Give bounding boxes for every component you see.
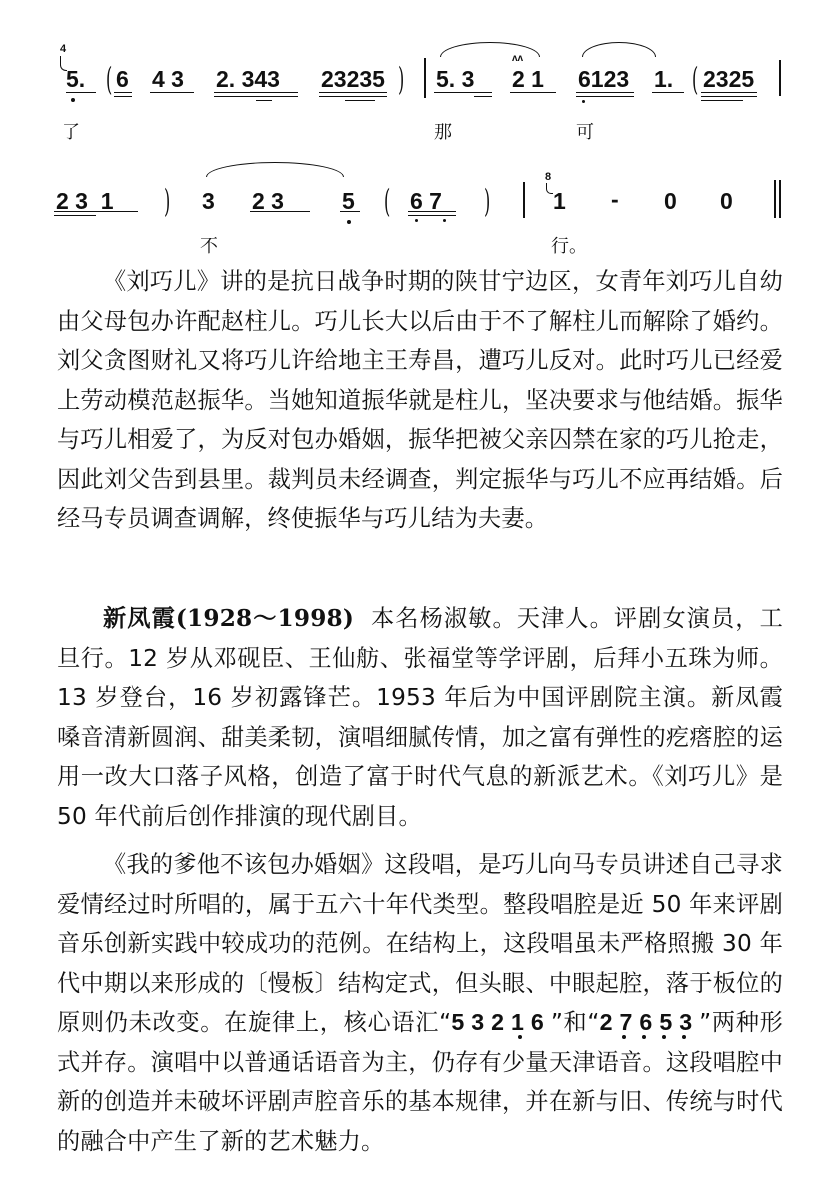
- low-octave-dot: [347, 220, 351, 224]
- low-octave-dot: [642, 1035, 646, 1039]
- note: 2325: [703, 66, 755, 92]
- underline: [319, 96, 387, 97]
- underline: [214, 92, 298, 93]
- slur: [440, 42, 540, 57]
- note: 2 3 1: [56, 188, 114, 214]
- underline: [701, 100, 743, 101]
- underline: [66, 92, 96, 93]
- slur: [206, 162, 344, 177]
- note: 4 3: [152, 66, 184, 92]
- underline: [408, 215, 456, 216]
- low-octave-dot: [71, 98, 75, 102]
- underline: [114, 92, 132, 93]
- paren-close: ): [164, 182, 171, 220]
- note: 5. 3: [436, 66, 475, 92]
- slur: [582, 42, 656, 57]
- note: 5: [342, 188, 355, 214]
- paren-close: ): [484, 182, 491, 220]
- note: 3: [202, 188, 215, 214]
- underline: [701, 92, 757, 93]
- motif-27653: [600, 1009, 699, 1035]
- low-octave-dot: [682, 1035, 686, 1039]
- underline: [408, 211, 456, 212]
- note: 1.: [654, 66, 674, 92]
- underline: [345, 100, 375, 101]
- analysis-text: ”两种形式并存。演唱中以普通话语音为主，仍存有少量天津语音。这段唱腔中新的创造并未破坏评剧声腔音乐的基本规律，并在新与旧、传统与时代的融合中产生了新的艺术魅力。: [57, 1009, 783, 1155]
- note: 23235: [321, 66, 385, 92]
- underline: [652, 92, 684, 93]
- low-octave-dot: [662, 1035, 666, 1039]
- barline: [424, 58, 426, 98]
- rest: 0: [664, 188, 677, 214]
- motif-digits: 53216: [451, 1009, 551, 1035]
- note: 6: [116, 66, 129, 92]
- underline: [510, 92, 556, 93]
- note: 2 1: [512, 66, 544, 92]
- analysis-text: 《我的爹他不该包办婚姻》这段唱，是巧儿向马专员讲述自己寻求爱情经过时所唱的，属于五六十年代类型。整段唱腔是近 50 年来评剧音乐创新实践中较成功的范例。在结构上，这段唱虽未严格照搬 30 年代中期以来形成的〔慢板〕结构定式，但头眼、中眼起腔，落于板位的原则仍未改变。在旋律上，核心语汇“: [57, 851, 783, 1036]
- underline: [340, 211, 360, 212]
- grace-hook-icon: [546, 183, 553, 194]
- dash: -: [611, 186, 619, 212]
- paragraph-biography: [57, 599, 783, 836]
- note-opening: 5.: [66, 66, 86, 92]
- motif-53216: [451, 1009, 550, 1035]
- underline: [576, 92, 634, 93]
- lyric-ke: 可: [576, 122, 594, 143]
- final-barline: [779, 180, 781, 218]
- rest: 0: [720, 188, 733, 214]
- low-octave-dot: [622, 1035, 626, 1039]
- underline: [150, 92, 194, 93]
- paren-open: (: [384, 182, 391, 220]
- underline: [114, 96, 132, 97]
- final-barline: [774, 180, 776, 218]
- biography-body: 本名杨淑敏。天津人。评剧女演员，工旦行。12 岁从邓砚臣、王仙舫、张福堂等学评剧，后拜小五珠为师。13 岁登台，16 岁初露锋芒。1953 年后为中国评剧院主演。新凤霞嗓音清新圆润、甜美柔韧，演唱细腻传情，加之富有弹性的疙瘩腔的运用一改大口落子风格，创造了富于时代气息的新派艺术。《刘巧儿》是 50 年代前后创作排演的现代剧目。: [57, 605, 783, 830]
- paragraph-story: 《刘巧儿》讲的是抗日战争时期的陕甘宁边区，女青年刘巧儿自幼由父母包办许配赵柱儿。巧儿长大以后由于不了解柱儿而解除了婚约。刘父贪图财礼又将巧儿许给地主王寿昌，遭巧儿反对。此时巧儿已经爱上劳动模范赵振华。当她知道振华就是柱儿，坚决要求与他结婚。振华与巧儿相爱了，为反对包办婚姻，振华把被父亲囚禁在家的巧儿抢走，因此刘父告到县里。裁判员未经调查，判定振华与巧儿不应再结婚。后经马专员调查调解，终使振华与巧儿结为夫妻。: [57, 268, 783, 532]
- lyric-na: 那: [434, 122, 452, 143]
- ornament-icon: ʌʌ: [512, 53, 524, 64]
- underline: [54, 211, 138, 212]
- underline: [319, 92, 387, 93]
- motif-digits: 27653: [599, 1009, 700, 1035]
- analysis-text: ”和“: [550, 1009, 600, 1036]
- paren-open: (: [106, 60, 113, 98]
- biography-heading: 新凤霞(1928～1998): [103, 605, 355, 632]
- low-octave-dot: [518, 1035, 522, 1039]
- low-octave-dot: [582, 100, 585, 103]
- low-octave-dot: [443, 219, 446, 222]
- underline: [256, 100, 272, 101]
- paragraph-analysis: [57, 845, 783, 1161]
- note: 6 7: [410, 188, 442, 214]
- lyric-le: 了: [62, 122, 80, 143]
- lyric-bu: 不: [200, 236, 218, 257]
- paren-close: ): [398, 60, 405, 98]
- barline: [779, 60, 781, 96]
- underline: [54, 215, 96, 216]
- note: 1: [553, 188, 566, 214]
- note: 2. 343: [216, 66, 280, 92]
- underline: [434, 92, 492, 93]
- underline: [250, 211, 310, 212]
- low-octave-dot: [415, 219, 418, 222]
- barline: [523, 182, 525, 218]
- underline: [474, 96, 492, 97]
- note: 2 3: [252, 188, 284, 214]
- paren-open: (: [692, 60, 699, 98]
- underline: [576, 96, 634, 97]
- grace-note: 4: [60, 43, 67, 55]
- note: 6123: [578, 66, 630, 92]
- underline: [701, 96, 757, 97]
- underline: [214, 96, 298, 97]
- grace-note: 8: [545, 171, 552, 183]
- lyric-xing: 行。: [551, 236, 587, 257]
